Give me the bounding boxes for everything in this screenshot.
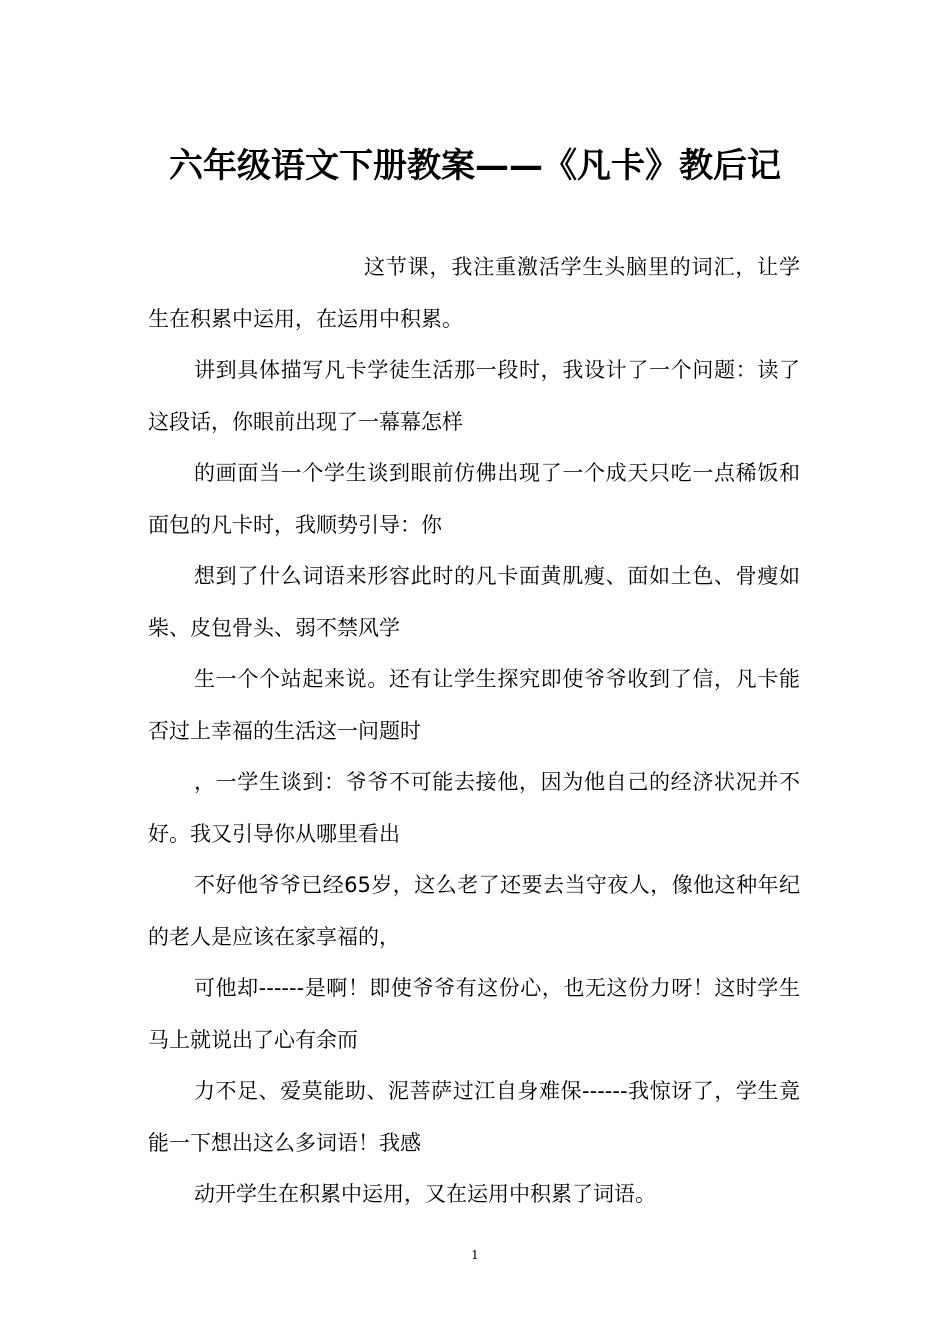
- paragraph-7: 不好他爷爷已经65岁，这么老了还要去当守夜人，像他这种年纪的老人是应该在家享福的，: [148, 873, 800, 949]
- document-body: [148, 242, 800, 1221]
- paragraph-5: 生一个个站起来说。还有让学生探究即使爷爷收到了信，凡卡能否过上幸福的生活这一问题时: [148, 667, 800, 743]
- document-title: 六年级语文下册教案——《凡卡》教后记: [169, 145, 781, 186]
- page-number: 1: [471, 1248, 479, 1262]
- paragraph-8: 可他却------是啊！即使爷爷有这份心，也无这份力呀！这时学生马上就说出了心有余而: [148, 976, 800, 1052]
- paragraph-10: 动开学生在积累中运用，又在运用中积累了词语。: [194, 1182, 656, 1206]
- paragraph-9: 力不足、爱莫能助、泥菩萨过江自身难保------我惊讶了，学生竟能一下想出这么多词语！我感: [148, 1079, 800, 1155]
- paragraph-4: 想到了什么词语来形容此时的凡卡面黄肌瘦、面如土色、骨瘦如柴、皮包骨头、弱不禁风学: [148, 564, 800, 640]
- paragraph-2: 讲到具体描写凡卡学徒生活那一段时，我设计了一个问题：读了这段话，你眼前出现了一幕幕怎样: [148, 358, 800, 434]
- paragraph-6: ，一学生谈到：爷爷不可能去接他，因为他自己的经济状况并不好。我又引导你从哪里看出: [148, 770, 800, 846]
- paragraph-3: 的画面当一个学生谈到眼前仿佛出现了一个成天只吃一点稀饭和面包的凡卡时，我顺势引导：你: [148, 461, 800, 537]
- paragraph-1: 这节课，我注重激活学生头脑里的词汇，让学生在积累中运用，在运用中积累。: [148, 255, 800, 331]
